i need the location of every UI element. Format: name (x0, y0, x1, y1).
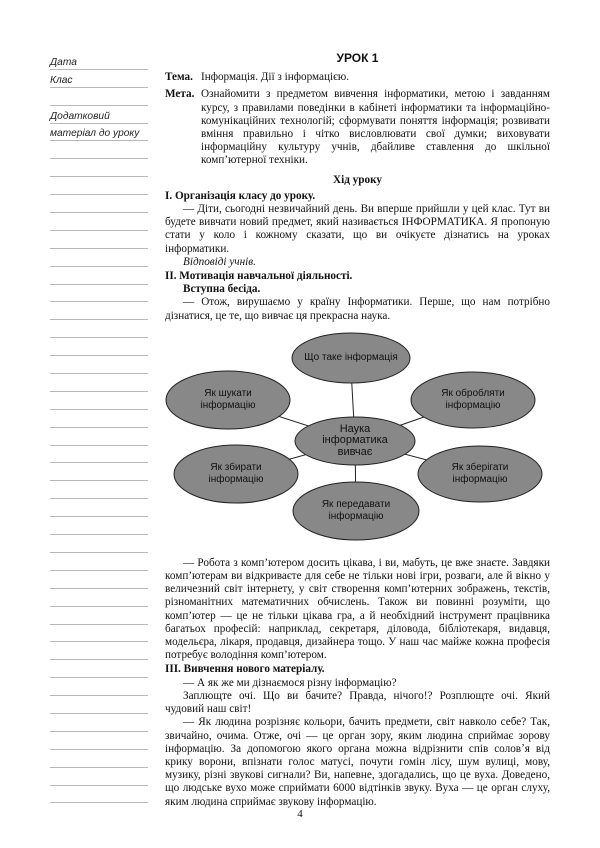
blank-notes-lines (50, 141, 148, 803)
blank-line (50, 553, 148, 571)
section1-heading: I. Організація класу до уроку. (165, 189, 316, 202)
blank-line (50, 195, 148, 213)
date-line (50, 52, 148, 70)
node-top: Що таке інформація (304, 352, 398, 364)
blank-line (50, 177, 148, 195)
blank-line (50, 302, 148, 320)
blank-line (50, 589, 148, 607)
blank-line (50, 535, 148, 553)
blank-line (50, 320, 148, 338)
section3-paragraph-1: — А як же ми дізнаємося різну інформацію? (183, 676, 397, 689)
blank-line (50, 678, 148, 696)
blank-line (50, 517, 148, 535)
node-top-left: Як шукати інформацію (200, 388, 256, 411)
class-line (50, 70, 148, 88)
section2-heading: II. Мотивація навчальної діяльності. (165, 270, 353, 283)
page-number: 4 (297, 808, 303, 820)
blank-line (50, 786, 148, 804)
blank-line (50, 267, 148, 285)
blank-line (50, 213, 148, 231)
extra-label-2: матеріал до уроку (50, 128, 140, 140)
extra-line-1 (50, 106, 148, 124)
node-center: Наука інформатика вивчає (322, 422, 388, 458)
blank-line (50, 481, 148, 499)
blank-line (50, 446, 148, 464)
blank-line (50, 285, 148, 303)
blank-line (50, 410, 148, 428)
blank-line (50, 141, 148, 159)
node-bottom-left: Як збирати інформацію (208, 462, 264, 485)
date-label: Дата (50, 56, 77, 68)
lesson-content (165, 52, 550, 809)
blank-line (50, 374, 148, 392)
section2-subheading: Вступна бесіда. (183, 283, 261, 296)
class-label: Клас (50, 74, 73, 86)
lesson-title: УРОК 1 (336, 51, 379, 65)
blank-line (50, 571, 148, 589)
blank-line (50, 607, 148, 625)
node-bottom: Як передавати інформацію (321, 499, 391, 522)
blank-line (50, 750, 148, 768)
goal-key: Мета. (165, 88, 195, 101)
blank-line (50, 768, 148, 786)
blank-line (50, 732, 148, 750)
blank-line (50, 696, 148, 714)
node-top-right: Як обробляти інформацію (441, 388, 505, 411)
section1-note: Відповіді учнів. (183, 255, 256, 268)
blank-line (50, 625, 148, 643)
blank-line (50, 159, 148, 177)
node-bottom-right: Як зберігати інформацію (451, 462, 509, 485)
section3-paragraph-2: Заплющте очі. Що ви бачите? Правда, нічого!? Розплющте очі. Який чудовий наш світ! (165, 689, 550, 716)
blank-line (50, 88, 148, 106)
blank-line (50, 660, 148, 678)
section2-paragraph: — Отож, вирушаємо у країну Інформатики. Перше, що нам потрібно дізнатися, це те, що вивчає ця прекрасна наука. (165, 296, 550, 322)
topic-text: Інформація. Дії з інформацією. (201, 71, 350, 84)
blank-line (50, 428, 148, 446)
blank-line (50, 249, 148, 267)
topic-key: Тема. (165, 71, 193, 84)
informatics-diagram (165, 329, 550, 551)
section3-paragraph-3: — Як людина розрізняє кольори, бачить предмети, світ навколо себе? Так, звичайно, очима. Отже, очі — це орган зору, яким людина сприймає зорову інформацію. За допомогою якого органа можна відрізнити спів соловʼя від крику ворони, впізнати голос матусі, почути гомін лісу, шум вулиці, мову, музику, різні звукові сигнали? Ви, напевне, здогадались, що це вуха. Доведено, що людське вухо може сприймати 6000 відтінків звуку. Вуха — це орган слуху, яким людина сприймає звукову інформацію. (165, 716, 550, 808)
goal-row (165, 88, 550, 167)
lesson-flow-heading: Хід уроку (333, 173, 382, 186)
blank-line (50, 499, 148, 517)
extra-label-1: Додатковий (50, 110, 110, 122)
blank-line (50, 714, 148, 732)
paragraph-after-diagram: — Робота з комп’ютером досить цікава, і ви, мабуть, це вже знаєте. Завдяки комп’ютерам ви відкриваєте для себе не тільки нові ігри, розваги, але й вікно у величезний світ інтернету, у світ створення комп’ютерних зображень, текстів, різноманітних математичних обчислень. Також ви повинні розуміти, що комп’ютер — це не тільки цікава гра, а й необхідний інструмент працівника багатьох професій: наприклад, секретаря, діловода, бібліотекаря, видавця, модельєра, лікаря, продавця, дизайнера тощо. У наш час майже кожна професія потребує володіння комп’ютером. (165, 556, 550, 662)
notes-sidebar (50, 52, 148, 803)
blank-line (50, 338, 148, 356)
blank-line (50, 356, 148, 374)
blank-line (50, 231, 148, 249)
goal-text: Ознайомити з предметом вивчення інформатики, метою і завданням курсу, з правилами поведінки в кабінеті інформатики та інформаційно-комунікаційних технологій; сформувати поняття інформація; розвивати вміння правильно і чітко висловлювати свої думки; виховувати інформаційну культуру учнів, дбайливе ставлення до шкільної комп’ютерної техніки. (201, 88, 550, 167)
section1-paragraph: — Діти, сьогодні незвичайний день. Ви вперше прийшли у цей клас. Тут ви будете вивчати новий предмет, який називається ІНФОРМАТИКА. Я пропоную стати у коло і кожному сказати, що ви очікуєте дізнатись на уроках інформатики. (165, 203, 550, 255)
blank-line (50, 642, 148, 660)
section3-heading: III. Вивчення нового матеріалу. (165, 663, 325, 676)
blank-line (50, 392, 148, 410)
extra-line-2 (50, 124, 148, 142)
blank-line (50, 463, 148, 481)
topic-row (165, 71, 550, 84)
